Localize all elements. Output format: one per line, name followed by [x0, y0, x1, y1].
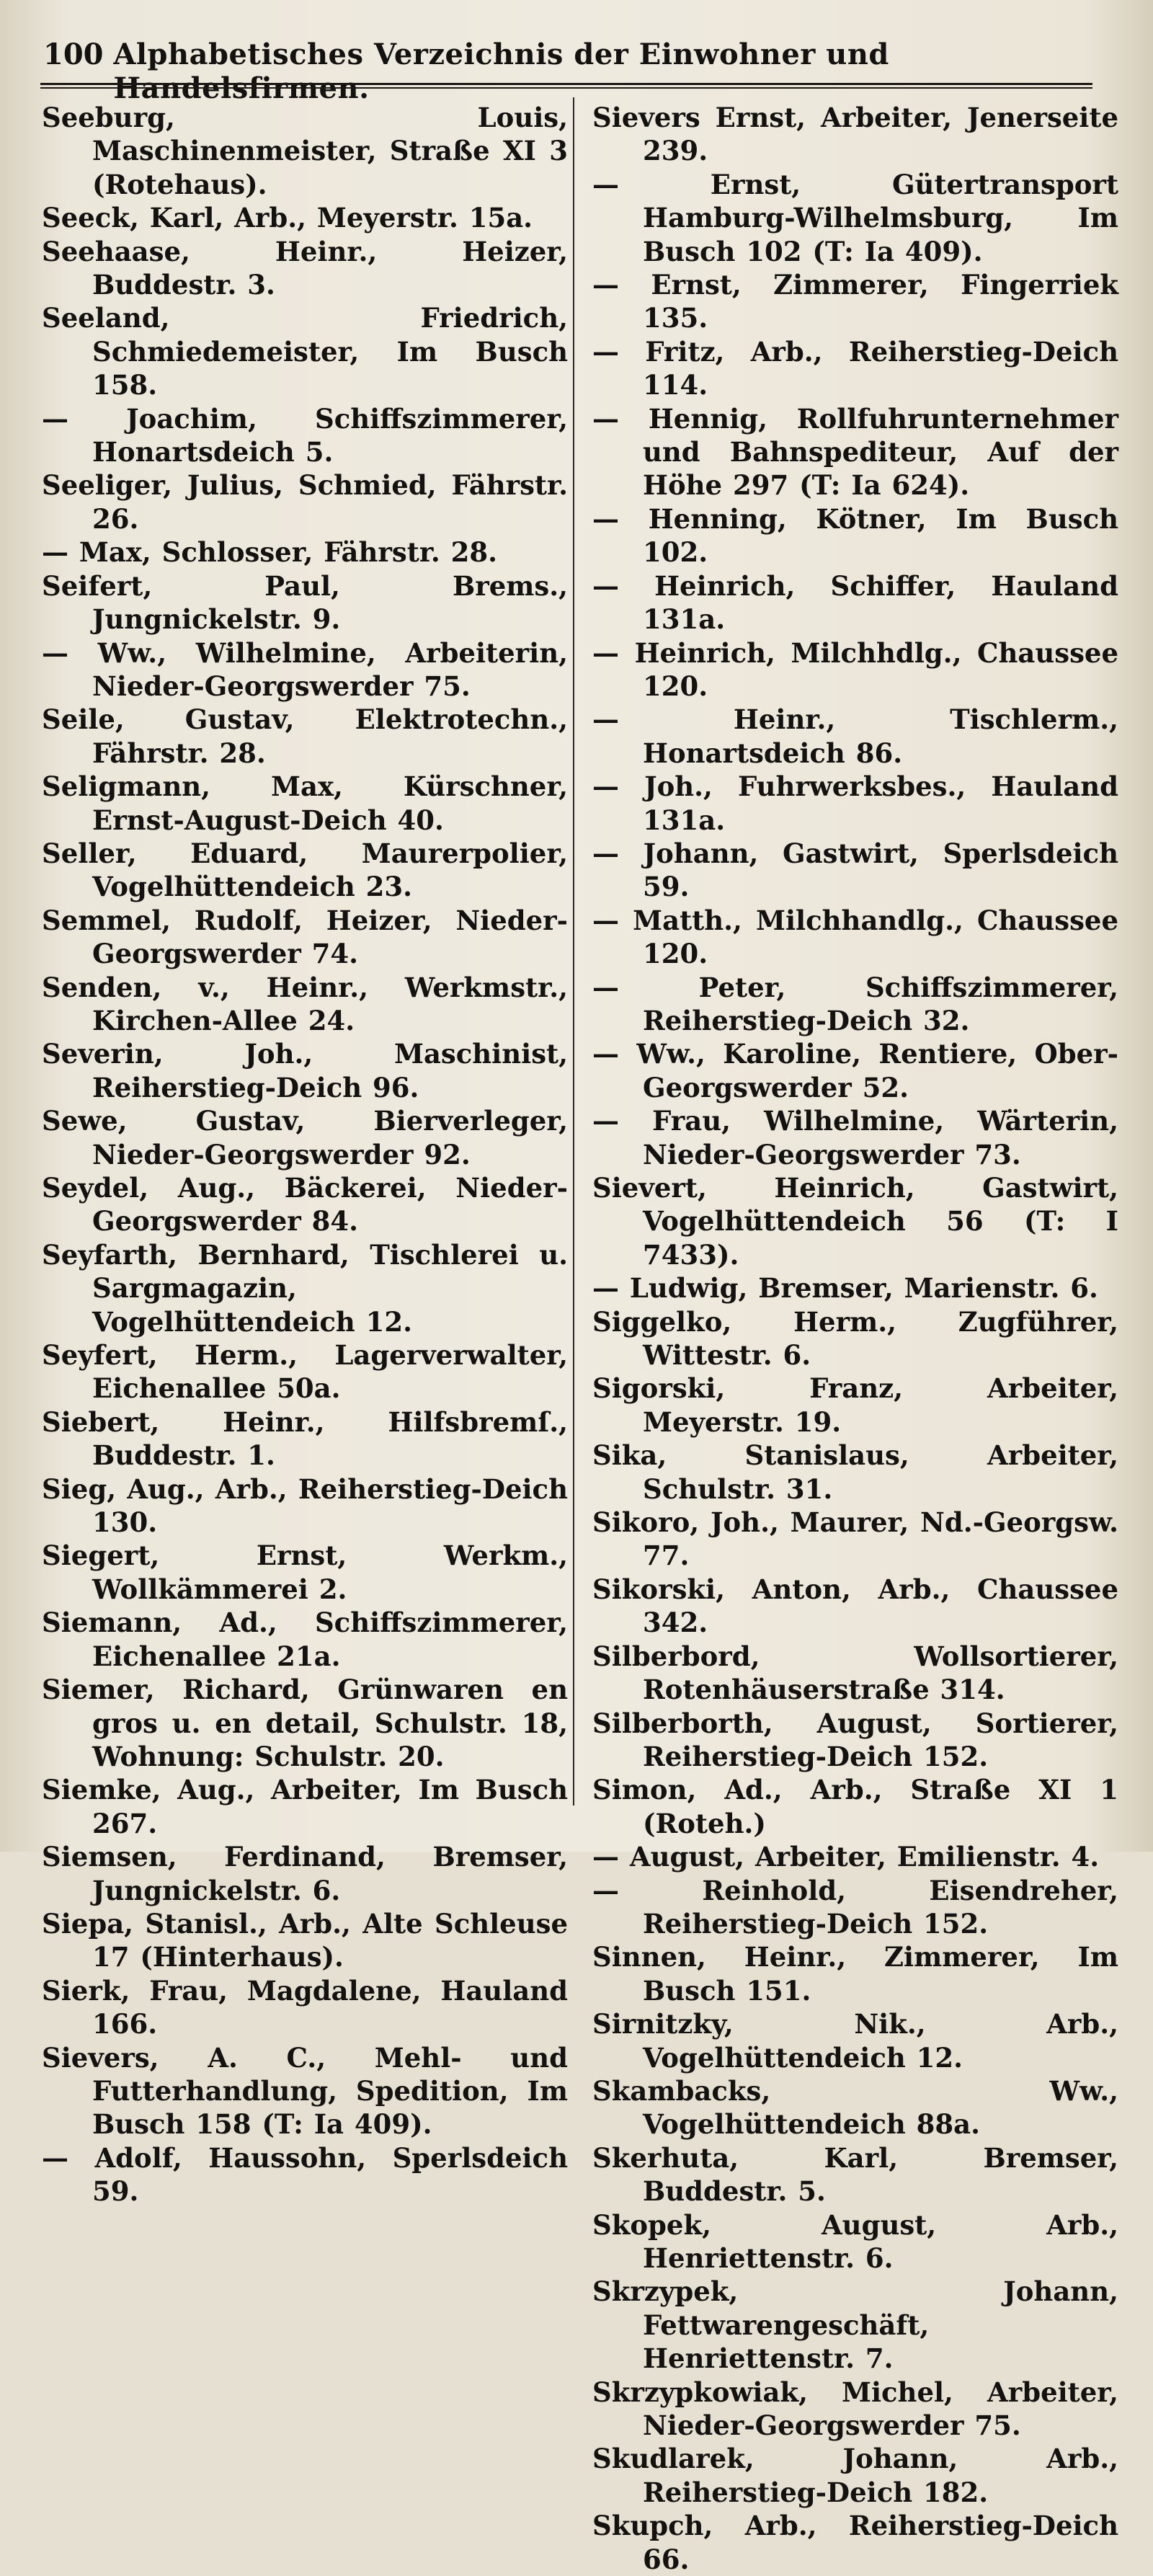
directory-entry: Skupch, Arb., Reiherstieg-Deich 66. [592, 2510, 1129, 2575]
directory-entry: — Matth., Milchhandlg., Chaussee 120. [592, 904, 1129, 970]
directory-entry: Seyfert, Herm., Lagerverwalter, Eichenallee 50a. [42, 1339, 579, 1405]
directory-entry: — Fritz, Arb., Reiherstieg-Deich 114. [592, 335, 1129, 401]
directory-entry: — Heinrich, Schiffer, Hauland 131a. [592, 569, 1129, 636]
directory-entry: — Adolf, Haussohn, Sperlsdeich 59. [42, 2141, 579, 2208]
directory-entry: Severin, Joh., Maschinist, Reiherstieg-Deich 96. [42, 1038, 579, 1103]
directory-entry: Siegert, Ernst, Werkm., Wollkämmerei 2. [42, 1540, 579, 1605]
directory-entry: Siemann, Ad., Schiffszimmerer, Eichenallee 21a. [42, 1607, 579, 1672]
directory-entry: Seller, Eduard, Maurerpolier, Vogelhüttendeich 23. [42, 837, 579, 903]
directory-entry: — August, Arbeiter, Emilienstr. 4. [592, 1841, 1100, 1873]
directory-entry: — Peter, Schiffszimmerer, Reiherstieg-Deich 32. [592, 971, 1129, 1036]
directory-entry: Skrzypek, Johann, Fettwarengeschäft, Henriettenstr. 7. [592, 2275, 1129, 2375]
directory-entry: Sierk, Frau, Magdalene, Hauland 166. [42, 1974, 579, 2040]
directory-entry: Skopek, August, Arb., Henriettenstr. 6. [592, 2208, 1129, 2274]
directory-entry: Sirnitzky, Nik., Arb., Vogelhüttendeich 12. [592, 2008, 1129, 2074]
directory-entry: Skudlarek, Johann, Arb., Reiherstieg-Deich 182. [592, 2443, 1129, 2508]
directory-entry: Siepa, Stanisl., Arb., Alte Schleuse 17 (Hinterhaus). [42, 1907, 579, 1973]
directory-entry: — Reinhold, Eisendreher, Reiherstieg-Deich 152. [592, 1874, 1129, 1940]
directory-entry: Simon, Ad., Arb., Straße XI 1 (Roteh.) [592, 1774, 1129, 1839]
directory-entry: Sewe, Gustav, Bierverleger, Nieder-Georgswerder 92. [42, 1105, 579, 1171]
page-number: 100 [43, 37, 104, 71]
directory-entry: Sievers Ernst, Arbeiter, Jenerseite 239. [592, 102, 1129, 167]
directory-entry: — Frau, Wilhelmine, Wärterin, Nieder-Georgswerder 73. [592, 1105, 1129, 1171]
directory-entry: Sievert, Heinrich, Gastwirt, Vogelhüttendeich 56 (T: I 7433). [592, 1172, 1129, 1271]
directory-entry: Seeck, Karl, Arb., Meyerstr. 15a. [42, 202, 533, 234]
directory-entry: — Heinr., Tischlerm., Honartsdeich 86. [592, 703, 1129, 769]
running-title: Alphabetisches Verzeichnis der Einwohner und Handelsfirmen. [113, 37, 889, 105]
directory-entry: — Heinrich, Milchhdlg., Chaussee 120. [592, 636, 1129, 702]
right-column [592, 101, 1129, 2575]
directory-entry: Seifert, Paul, Brems., Jungnickelstr. 9. [42, 569, 579, 636]
directory-entry: Semmel, Rudolf, Heizer, Nieder-Georgswerder 74. [42, 904, 568, 970]
directory-entry: — Ernst, Zimmerer, Fingerriek 135. [592, 269, 1129, 334]
directory-entry: Siemsen, Ferdinand, Bremser, Jungnickelstr. 6. [42, 1841, 579, 1906]
directory-entry: — Johann, Gastwirt, Sperlsdeich 59. [592, 837, 1129, 903]
directory-entry: — Max, Schlosser, Fährstr. 28. [42, 536, 498, 569]
directory-entry: Sika, Stanislaus, Arbeiter, Schulstr. 31. [592, 1439, 1129, 1505]
directory-entry: Seeliger, Julius, Schmied, Fährstr. 26. [42, 469, 579, 535]
directory-entry: Silberborth, August, Sortierer, Reiherstieg-Deich 152. [592, 1707, 1129, 1772]
directory-entry: — Ernst, Gütertransport Hamburg-Wilhelmsburg, Im Busch 102 (T: Ia 409). [592, 168, 1129, 267]
directory-entry: Sikorski, Anton, Arb., Chaussee 342. [592, 1573, 1129, 1639]
directory-entry: Seyfarth, Bernhard, Tischlerei u. Sargmagazin, Vogelhüttendeich 12. [42, 1238, 579, 1338]
directory-entry: Skambacks, Ww., Vogelhüttendeich 88a. [592, 2074, 1129, 2141]
directory-entry: Silberbord, Wollsortierer, Rotenhäuserstraße 314. [592, 1640, 1129, 1706]
directory-entry: Senden, v., Heinr., Werkmstr., Kirchen-Allee 24. [42, 971, 579, 1036]
header-rule [40, 83, 1092, 89]
left-column [42, 101, 579, 2208]
page-header [43, 37, 958, 105]
directory-entry: Seydel, Aug., Bäckerei, Nieder-Georgswerder 84. [42, 1172, 568, 1238]
directory-entry: — Joachim, Schiffszimmerer, Honartsdeich 5. [42, 402, 579, 468]
directory-entry: Sikoro, Joh., Maurer, Nd.-Georgsw. 77. [592, 1506, 1129, 1572]
directory-entry: Seeburg, Louis, Maschinenmeister, Straße XI 3 (Rotehaus). [42, 102, 579, 200]
directory-entry: — Ww., Wilhelmine, Arbeiterin, Nieder-Georgswerder 75. [42, 636, 579, 702]
directory-entry: — Ww., Karoline, Rentiere, Ober-Georgswerder 52. [592, 1038, 1118, 1103]
directory-entry: — Joh., Fuhrwerksbes., Hauland 131a. [592, 770, 1129, 836]
directory-entry: Skrzypkowiak, Michel, Arbeiter, Nieder-Georgswerder 75. [592, 2376, 1129, 2442]
directory-entry: Sievers, A. C., Mehl- und Futterhandlung, Spedition, Im Busch 158 (T: Ia 409). [42, 2041, 579, 2141]
directory-entry: — Ludwig, Bremser, Marienstr. 6. [592, 1272, 1098, 1305]
directory-entry: Siemke, Aug., Arbeiter, Im Busch 267. [42, 1774, 579, 1839]
directory-entry: Seeland, Friedrich, Schmiedemeister, Im Busch 158. [42, 302, 579, 401]
directory-entry: Siggelko, Herm., Zugführer, Wittestr. 6. [592, 1305, 1129, 1372]
directory-entry: Siemer, Richard, Grünwaren en gros u. en detail, Schulstr. 18, Wohnung: Schulstr. 20. [42, 1674, 579, 1772]
directory-entry: Sigorski, Franz, Arbeiter, Meyerstr. 19. [592, 1372, 1129, 1438]
directory-entry: Seile, Gustav, Elektrotechn., Fährstr. 28. [42, 703, 579, 769]
directory-entry: Skerhuta, Karl, Bremser, Buddestr. 5. [592, 2141, 1129, 2208]
directory-entry: Sieg, Aug., Arb., Reiherstieg-Deich 130. [42, 1473, 579, 1539]
column-divider [573, 97, 574, 1806]
directory-entry: — Hennig, Rollfuhrunternehmer und Bahnspediteur, Auf der Höhe 297 (T: Ia 624). [592, 402, 1129, 502]
directory-entry: — Henning, Kötner, Im Busch 102. [592, 502, 1129, 569]
directory-entry: Siebert, Heinr., Hilfsbremſ., Buddestr. 1. [42, 1405, 579, 1472]
directory-entry: Seehaase, Heinr., Heizer, Buddestr. 3. [42, 235, 579, 301]
directory-entry: Seligmann, Max, Kürschner, Ernst-August-Deich 40. [42, 770, 579, 836]
directory-entry: Sinnen, Heinr., Zimmerer, Im Busch 151. [592, 1941, 1129, 2007]
